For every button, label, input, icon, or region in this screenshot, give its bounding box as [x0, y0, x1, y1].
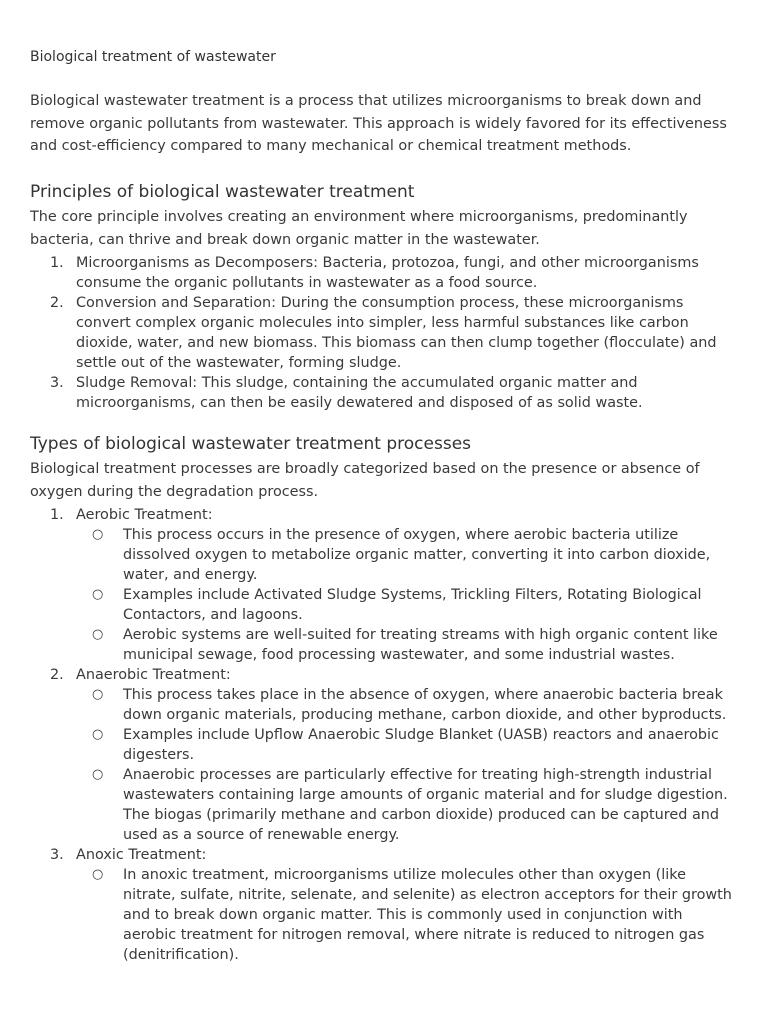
list-item-aerobic	[30, 505, 740, 665]
list-item	[30, 293, 740, 373]
principles-paragraph: The core principle involves creating an environment where microorganisms, predominantly bacteria, can thrive and break down organic matter in the wastewater.	[30, 209, 688, 248]
document-title: Biological treatment of wastewater	[30, 49, 276, 65]
sub-list-item-text: Anaerobic processes are particularly effective for treating high-strength industrial wastewaters containing large amounts of organic material and for sludge digestion. The biogas (primarily methane and carbon dioxide) produced can be captured and used as a source of renewable energy.	[123, 767, 728, 843]
list-item-anaerobic	[30, 665, 740, 845]
sub-list-item	[76, 865, 740, 965]
anaerobic-sublist	[76, 685, 740, 845]
sub-list-item-text: Examples include Activated Sludge Systems, Trickling Filters, Rotating Biological Contactors, and lagoons.	[123, 587, 702, 623]
types-heading: Types of biological wastewater treatment processes	[30, 434, 472, 454]
circle-bullet-icon: ○	[92, 527, 104, 542]
list-number: 3.	[50, 847, 64, 863]
sub-list-item-text: In anoxic treatment, microorganisms utilize molecules other than oxygen (like nitrate, sulfate, nitrite, selenate, and selenite) as electron acceptors for their growth and to break down organic matter. This is commonly used in conjunction with aerobic treatment for nitrogen removal, where nitrate is reduced to nitrogen gas (denitrification).	[123, 867, 732, 963]
sub-list-item	[76, 685, 740, 725]
circle-bullet-icon: ○	[92, 727, 104, 742]
sub-list-item	[76, 725, 740, 765]
list-number: 1.	[50, 255, 64, 271]
sub-list-item-text: Examples include Upflow Anaerobic Sludge Blanket (UASB) reactors and anaerobic digesters.	[123, 727, 719, 763]
list-item-anoxic	[30, 845, 740, 965]
circle-bullet-icon: ○	[92, 627, 104, 642]
list-item	[30, 373, 740, 413]
circle-bullet-icon: ○	[92, 687, 104, 702]
sub-list-item	[76, 625, 740, 665]
aerobic-sublist	[76, 525, 740, 665]
list-number: 1.	[50, 507, 64, 523]
sub-list-item-text: Aerobic systems are well-suited for treating streams with high organic content like municipal sewage, food processing wastewater, and some industrial wastes.	[123, 627, 718, 663]
types-list	[30, 505, 740, 965]
list-number: 2.	[50, 667, 64, 683]
sub-list-item-text: This process takes place in the absence of oxygen, where anaerobic bacteria break down organic materials, producing methane, carbon dioxide, and other byproducts.	[123, 687, 727, 723]
intro-paragraph: Biological wastewater treatment is a process that utilizes microorganisms to break down and remove organic pollutants from wastewater. This approach is widely favored for its effectiveness and cost-efficiency compared to many mechanical or chemical treatment methods.	[30, 93, 727, 154]
list-number: 2.	[50, 295, 64, 311]
types-paragraph: Biological treatment processes are broadly categorized based on the presence or absence of oxygen during the degradation process.	[30, 461, 700, 500]
list-item-text: Conversion and Separation: During the consumption process, these microorganisms convert complex organic molecules into simpler, less harmful substances like carbon dioxide, water, and new biomass. This biomass can then clump together (flocculate) and settle out of the wastewater, forming sludge.	[76, 295, 717, 371]
list-item-label: Anaerobic Treatment:	[76, 667, 231, 683]
list-item-text: Microorganisms as Decomposers: Bacteria, protozoa, fungi, and other microorganisms consume the organic pollutants in wastewater as a food source.	[76, 255, 699, 291]
list-item-text: Sludge Removal: This sludge, containing the accumulated organic matter and microorganisms, can then be easily dewatered and disposed of as solid waste.	[76, 375, 643, 411]
circle-bullet-icon: ○	[92, 867, 104, 882]
list-item-label: Anoxic Treatment:	[76, 847, 207, 863]
circle-bullet-icon: ○	[92, 767, 104, 782]
list-number: 3.	[50, 375, 64, 391]
list-item	[30, 253, 740, 293]
principles-heading: Principles of biological wastewater treatment	[30, 182, 415, 202]
sub-list-item	[76, 585, 740, 625]
sub-list-item	[76, 525, 740, 585]
sub-list-item-text: This process occurs in the presence of oxygen, where aerobic bacteria utilize dissolved oxygen to metabolize organic matter, converting it into carbon dioxide, water, and energy.	[123, 527, 711, 583]
list-item-label: Aerobic Treatment:	[76, 507, 213, 523]
circle-bullet-icon: ○	[92, 587, 104, 602]
anoxic-sublist	[76, 865, 740, 965]
principles-list	[30, 253, 740, 413]
sub-list-item	[76, 765, 740, 845]
